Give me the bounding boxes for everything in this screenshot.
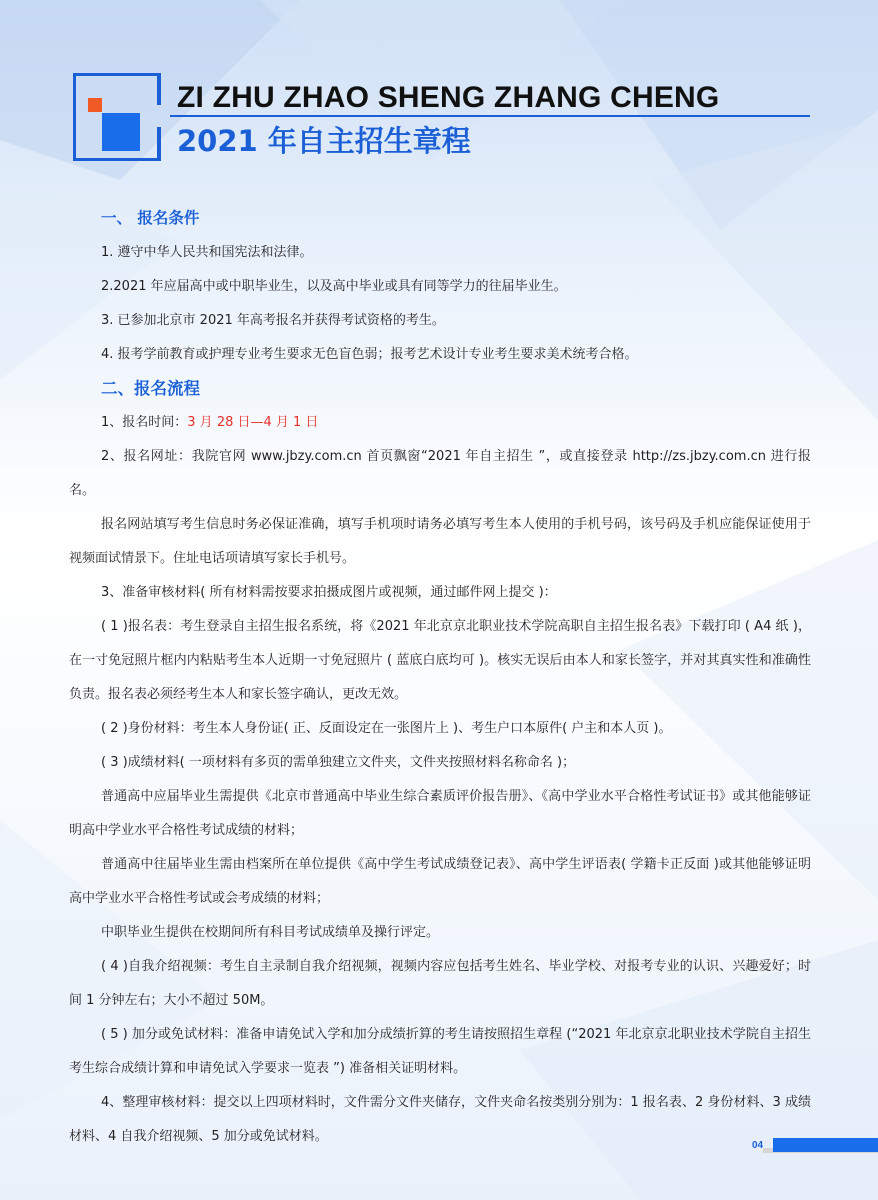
page-header <box>0 0 878 200</box>
footer-bar <box>773 1138 878 1152</box>
organize-materials: 4、整理审核材料：提交以上四项材料时，文件需分文件夹储存，文件夹命名按类别分别为：1 报名表、2 身份材料、3 成绩材料、4 自我介绍视频、5 加分或免试材料。 <box>69 1095 811 1144</box>
condition-item: 2.2021 年应届高中或中职毕业生，以及高中毕业或具有同等学力的往届毕业生。 <box>101 279 567 294</box>
material-bonus-exemption: ( 5 ) 加分或免试材料：准备申请免试入学和加分成绩折算的考生请按照招生章程 (“2021 年北京京北职业技术学院自主招生考生综合成绩计算和申请免试入学要求一览表 ”) 准备相关证明材料。 <box>69 1027 811 1076</box>
registration-time-value: 3 月 28 日—4 月 1 日 <box>187 415 319 430</box>
grades-vocational-graduates: 中职毕业生提供在校期间所有科目考试成绩单及操行评定。 <box>101 925 440 940</box>
page-title: 2021 年自主招生章程 <box>177 124 471 158</box>
condition-item: 4. 报考学前教育或护理专业考生要求无色盲色弱；报考艺术设计专业考生要求美术统考合格。 <box>101 347 638 362</box>
material-application-form: ( 1 )报名表：考生登录自主招生报名系统，将《2021 年北京京北职业技术学院高职自主招生报名表》下载打印 ( A4 纸 )，在一寸免冠照片框内内粘贴考生本人近期一寸免冠照片 ( 蓝底白底均可 )。核实无误后由本人和家长签字，并对其真实性和准确性负责。报名表必须经考生本人和家长签字确认，更改无效。 <box>69 619 811 702</box>
materials-intro: 3、准备审核材料( 所有材料需按要求拍摄成图片或视频，通过邮件网上提交 )： <box>101 585 557 600</box>
section-heading-process: 二、报名流程 <box>101 379 200 398</box>
title-bracket-decoration-top <box>157 73 161 105</box>
title-bracket-decoration-bottom <box>157 127 161 161</box>
grades-past-graduates: 普通高中往届毕业生需由档案所在单位提供《高中学生考试成绩登记表》、高中学生评语表( 学籍卡正反面 )或其他能够证明高中学业水平合格性考试或会考成绩的材料； <box>69 857 811 906</box>
section-heading-conditions: 一、 报名条件 <box>101 209 200 227</box>
material-grades: ( 3 )成绩材料( 一项材料有多页的需单独建立文件夹，文件夹按照材料名称命名 )； <box>101 755 576 770</box>
condition-item: 3. 已参加北京市 2021 年高考报名并获得考试资格的考生。 <box>101 313 445 328</box>
page-number: 04 <box>752 1140 764 1151</box>
condition-item: 1. 遵守中华人民共和国宪法和法律。 <box>101 245 313 260</box>
document-body <box>69 200 811 1154</box>
grades-current-graduates: 普通高中应届毕业生需提供《北京市普通高中毕业生综合素质评价报告册》、《高中学业水平合格性考试证书》或其他能够证明高中学业水平合格性考试成绩的材料； <box>69 789 811 838</box>
info-accuracy-note: 报名网站填写考生信息时务必保证准确，填写手机项时请务必填写考生本人使用的手机号码，该号码及手机应能保证使用于视频面试情景下。住址电话项请填写家长手机号。 <box>69 517 811 566</box>
blue-square-decoration <box>102 113 140 151</box>
title-divider <box>170 115 810 117</box>
title-pinyin: ZI ZHU ZHAO SHENG ZHANG CHENG <box>177 81 720 114</box>
registration-time-label: 1、报名时间： <box>101 415 188 430</box>
orange-square-decoration <box>88 98 102 112</box>
material-intro-video: ( 4 )自我介绍视频：考生自主录制自我介绍视频，视频内容应包括考生姓名、毕业学校、对报考专业的认识、兴趣爱好；时间 1 分钟左右；大小不超过 50M。 <box>69 959 811 1008</box>
registration-website: 2、报名网址：我院官网 www.jbzy.com.cn 首页飘窗“2021 年自主招生 ”，或直接登录 http://zs.jbzy.com.cn 进行报名。 <box>69 449 811 498</box>
registration-time <box>69 406 811 440</box>
material-identity: ( 2 )身份材料：考生本人身份证( 正、反面设定在一张图片上 )、考生户口本原件( 户主和本人页 )。 <box>101 721 672 736</box>
